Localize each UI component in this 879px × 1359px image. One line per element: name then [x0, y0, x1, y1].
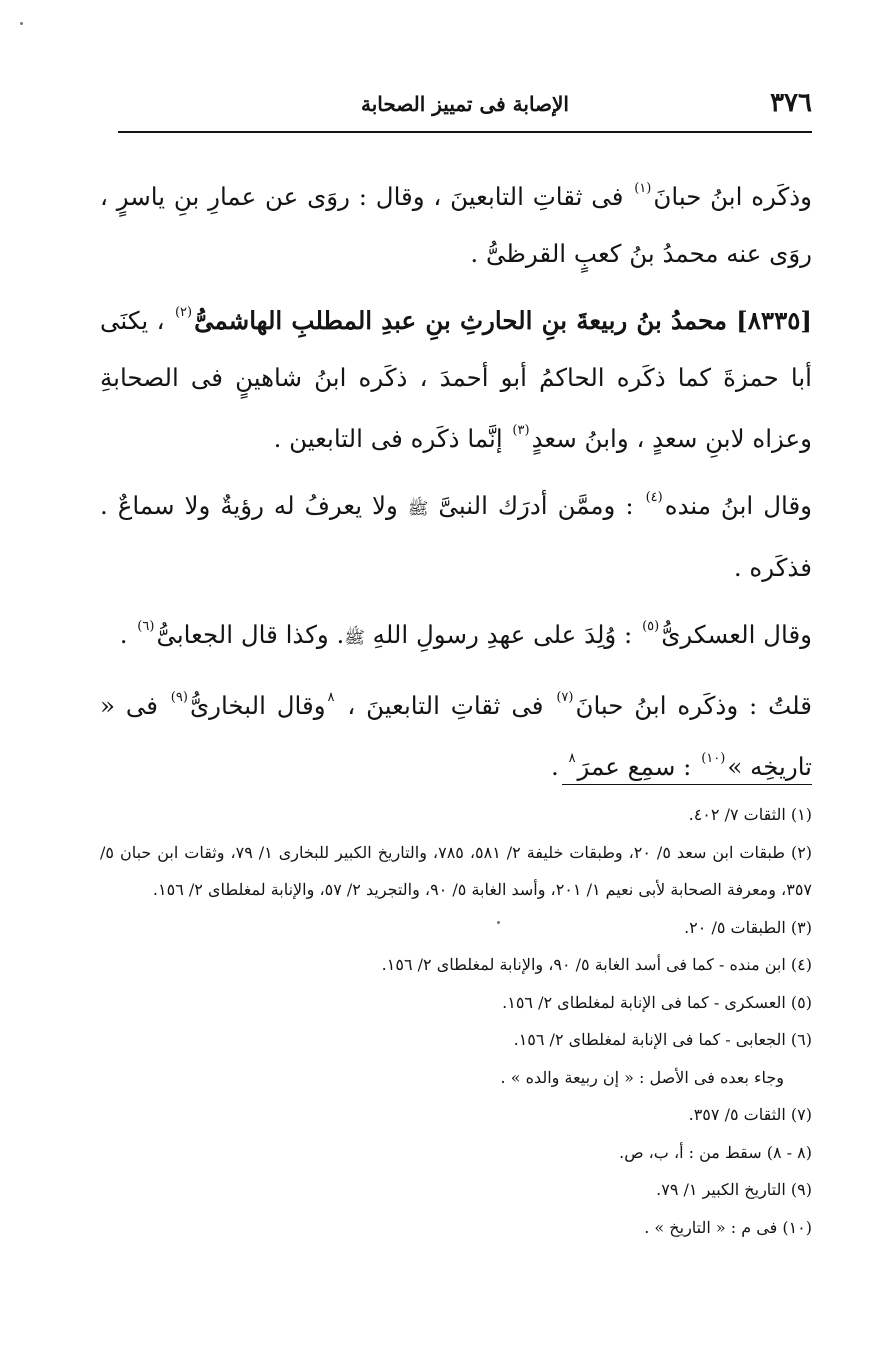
- salawat-ligature: ﷺ: [407, 499, 429, 520]
- text-run: وقال البخارىُّ: [189, 690, 326, 720]
- footnotes: [100, 796, 812, 1246]
- footnote-6-continuation: وجاء بعده فى الأصل : « إن ربيعة والده » .: [500, 1067, 784, 1087]
- footnote-3: (٣) الطبقات ٥/ ٢٠.: [684, 917, 812, 937]
- footnote-ref-9: (٩): [170, 689, 188, 705]
- paragraph-5: [100, 673, 812, 795]
- text-run: . وكذا قال الجعابىُّ: [156, 619, 345, 649]
- footnote-9: (٩) التاريخ الكبير ١/ ٧٩.: [656, 1180, 812, 1199]
- entry-heading: [٨٣٣٥] محمدُ بنُ ربيعةَ بنِ الحارثِ بنِ عبدِ المطلبِ الهاشمىُّ: [194, 306, 812, 336]
- footnote-ref-10: (١٠): [701, 750, 726, 766]
- footnote-5: (٥) العسكرى - كما فى الإنابة لمغلطاى ٢/ ١٥٦.: [502, 992, 812, 1012]
- text-run: قلتُ : وذكَره ابنُ حبانَ: [575, 690, 812, 720]
- header-rule: [118, 131, 812, 133]
- footnote-ref-3: (٣): [512, 423, 530, 439]
- text-run: وقال ابنُ منده: [664, 491, 813, 521]
- footnote-1: (١) الثقات ٧/ ٤٠٢.: [688, 805, 812, 824]
- footnote-ref-1: (١): [634, 181, 652, 196]
- page-header: [118, 78, 812, 128]
- running-title: الإصابة فى تمييز الصحابة: [361, 92, 569, 116]
- text-run: فى « تاريخِه »: [100, 690, 812, 782]
- text-run: .: [119, 619, 136, 649]
- text-run: وقال العسكرىُّ: [661, 619, 812, 649]
- paragraph-4: [100, 602, 812, 667]
- paragraph-1: [100, 164, 812, 282]
- text-run: : سمِع عمرَ: [577, 752, 700, 782]
- paragraph-3: [100, 473, 812, 595]
- scan-speck: [497, 921, 500, 924]
- footnote-2: (٢) طبقات ابن سعد ٥/ ٢٠، وطبقات خليفة ٢/ ٥٨١، ٧٨٥، والتاريخ الكبير للبخارى ١/ ٧٩، وثقات ابن حبان ٥/ ٣٥٧، ومعرفة الصحابة لأبى نعيم ١/ ٢٠١، وأسد الغابة ٥/ ٩٠، والتجريد ٢/ ٥٧، والإنابة لمغلطاى ٢/ ١٥٦.: [100, 842, 813, 899]
- range-mark-8-end: ٨: [568, 750, 576, 766]
- text-run: : وُلِدَ على عهدِ رسولِ اللهِ: [364, 619, 641, 649]
- salawat-ligature: ﷺ: [344, 627, 365, 648]
- footnote-10: (١٠) فى م : « التاريخ » .: [644, 1217, 812, 1237]
- text-run: : وممَّن أدرَك النبىَّ: [428, 491, 644, 521]
- footnote-ref-7: (٧): [556, 689, 574, 705]
- text-run: إنَّما ذكَره فى التابعين .: [273, 424, 511, 454]
- footnote-separator: [562, 784, 812, 785]
- text-run: فى ثقاتِ التابعينَ ، وقال : روَى عن عمارِ بنِ ياسرٍ ، روَى عنه محمدُ بنُ كعبٍ القرظىُّ .: [100, 182, 812, 269]
- text-run: فى ثقاتِ التابعينَ ،: [336, 690, 555, 720]
- footnote-8: (٨ - ٨) سقط من : أ، ب، ص.: [619, 1142, 812, 1162]
- main-text: [100, 164, 812, 795]
- entry-8335: [100, 288, 812, 467]
- page-number: ٣٧٦: [770, 88, 812, 118]
- text-run: وذكَره ابنُ حبانَ: [653, 182, 812, 212]
- text-run: ، يكنَى أبا حمزةَ كما ذكَره الحاكمُ أبو أحمدَ ، ذكَره ابنُ شاهينٍ فى الصحابةِ وعزاه لابنِ سعدٍ ، وابنُ سعدٍ: [100, 306, 812, 454]
- footnote-4: (٤) ابن منده - كما فى أسد الغابة ٥/ ٩٠، والإنابة لمغلطاى ٢/ ١٥٦.: [381, 955, 812, 974]
- footnote-6: (٦) الجعابى - كما فى الإنابة لمغلطاى ٢/ ١٥٦.: [513, 1030, 812, 1049]
- text-run: ولا يعرفُ له رؤيةٌ ولا سماعٌ . فذكَره .: [100, 491, 812, 582]
- range-mark-8-start: ٨: [327, 689, 335, 705]
- footnote-ref-6: (٦): [137, 618, 155, 634]
- footnote-ref-2: (٢): [174, 305, 193, 321]
- footnote-ref-4: (٤): [645, 490, 663, 506]
- scan-speck: [20, 22, 23, 25]
- footnote-7: (٧) الثقات ٥/ ٣٥٧.: [688, 1105, 812, 1124]
- text-run: .: [550, 752, 567, 782]
- footnote-ref-5: (٥): [642, 618, 660, 634]
